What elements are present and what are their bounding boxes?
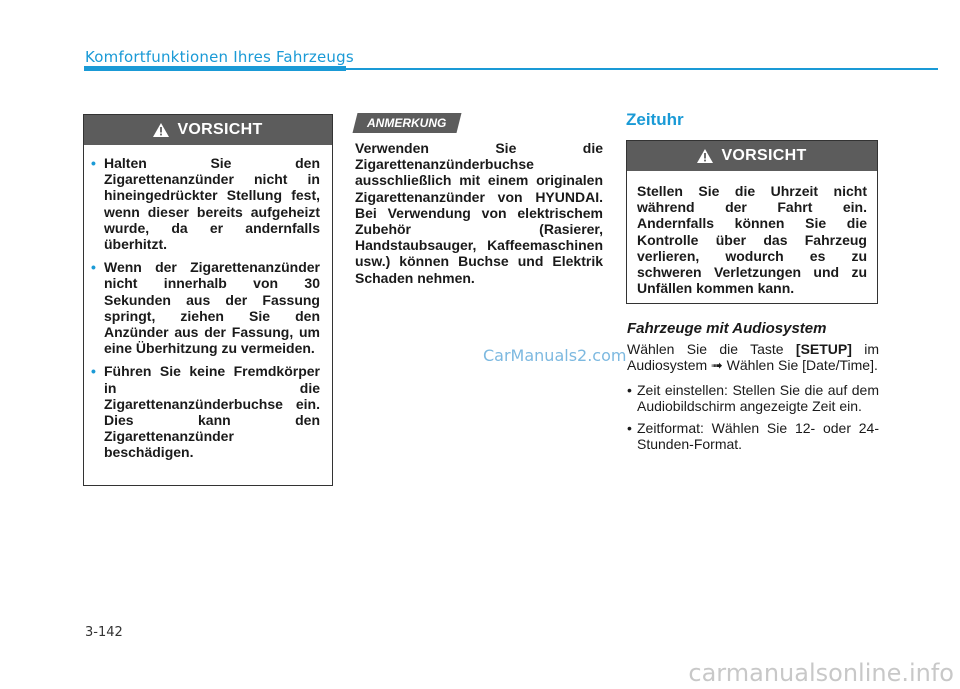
list-item: • Führen Sie keine Fremdkörper in die Zigarettenanzünderbuchse ein. Dies kann den Zigarettenanzünder beschädigen. [91,363,320,461]
list-item: • Halten Sie den Zigarettenanzünder nicht in hineingedrückter Stellung fest, wenn dieser bereits aufgeheizt wurde, da er andernfalls überhitzt. [91,155,320,253]
page-number: 3-142 [85,625,123,640]
bullet-icon: • [627,420,632,437]
bullet-icon: • [91,363,96,380]
list-item: • Zeitformat: Wählen Sie 12- oder 24-Stunden-Format. [627,420,879,453]
list-item: • Zeit einstellen: Stellen Sie die auf dem Audiobildschirm angezeigte Zeit ein. [627,381,879,414]
setup-key-label: [SETUP] [795,341,852,357]
caution-text-right: Stellen Sie die Uhrzeit nicht während der Fahrt ein. Andernfalls können Sie die Kontrolle über das Fahrzeug verlieren, wodurch es zu schweren Verletzungen und zu Unfällen kommen kann. [637,183,867,297]
caution-list-left [91,155,320,461]
header-title: Komfortfunktionen Ihres Fahrzeugs [85,48,354,66]
warning-icon [697,149,713,163]
caution-box-left [83,114,333,486]
list-item: • Wenn der Zigarettenanzünder nicht innerhalb von 30 Sekunden aus der Fassung springt, ziehen Sie den Anzünder aus der Fassung, um eine Überhitzung zu vermeiden. [91,259,320,357]
caution-header-right [627,141,877,171]
audio-subheading: Fahrzeuge mit Audiosystem [627,320,827,337]
bullet-icon: • [627,381,632,398]
audio-instructions: Wählen Sie die Taste [SETUP] im Audiosystem ➟ Wählen Sie [Date/Time]. • Zeit einstellen: Stellen Sie die auf dem Audiobildschirm angezeigte Zeit ein. • Zeitformat: Wählen Sie 12- oder 24-Stunden-Format. [627,341,880,453]
bullet-icon: • [91,155,96,171]
caution-title-left: VORSICHT [177,121,263,138]
header-bar-thin [346,68,938,70]
watermark: CarManuals2.com [483,346,627,365]
header-bar-thick [84,66,346,71]
caution-title-right: VORSICHT [721,147,807,164]
caution-header-left [84,115,332,145]
section-title: Zeituhr [626,110,684,129]
warning-icon [153,123,169,137]
footer-watermark: carmanualsonline.info [688,659,954,687]
caution-box-right [626,140,878,304]
note-text: Verwenden Sie die Zigarettenanzünderbuchse ausschließlich mit einem originalen Zigarettenanzünder von HYUNDAI. Bei Verwendung von elektrischem Zubehör (Rasierer, Handstaubsauger, Kaffeemaschinen usw.) können Buchse und Elektrik Schaden nehmen. [355,140,603,286]
audio-bullet-list [627,382,879,453]
bullet-icon: • [91,259,96,276]
note-tag: ANMERKUNG [353,113,462,133]
